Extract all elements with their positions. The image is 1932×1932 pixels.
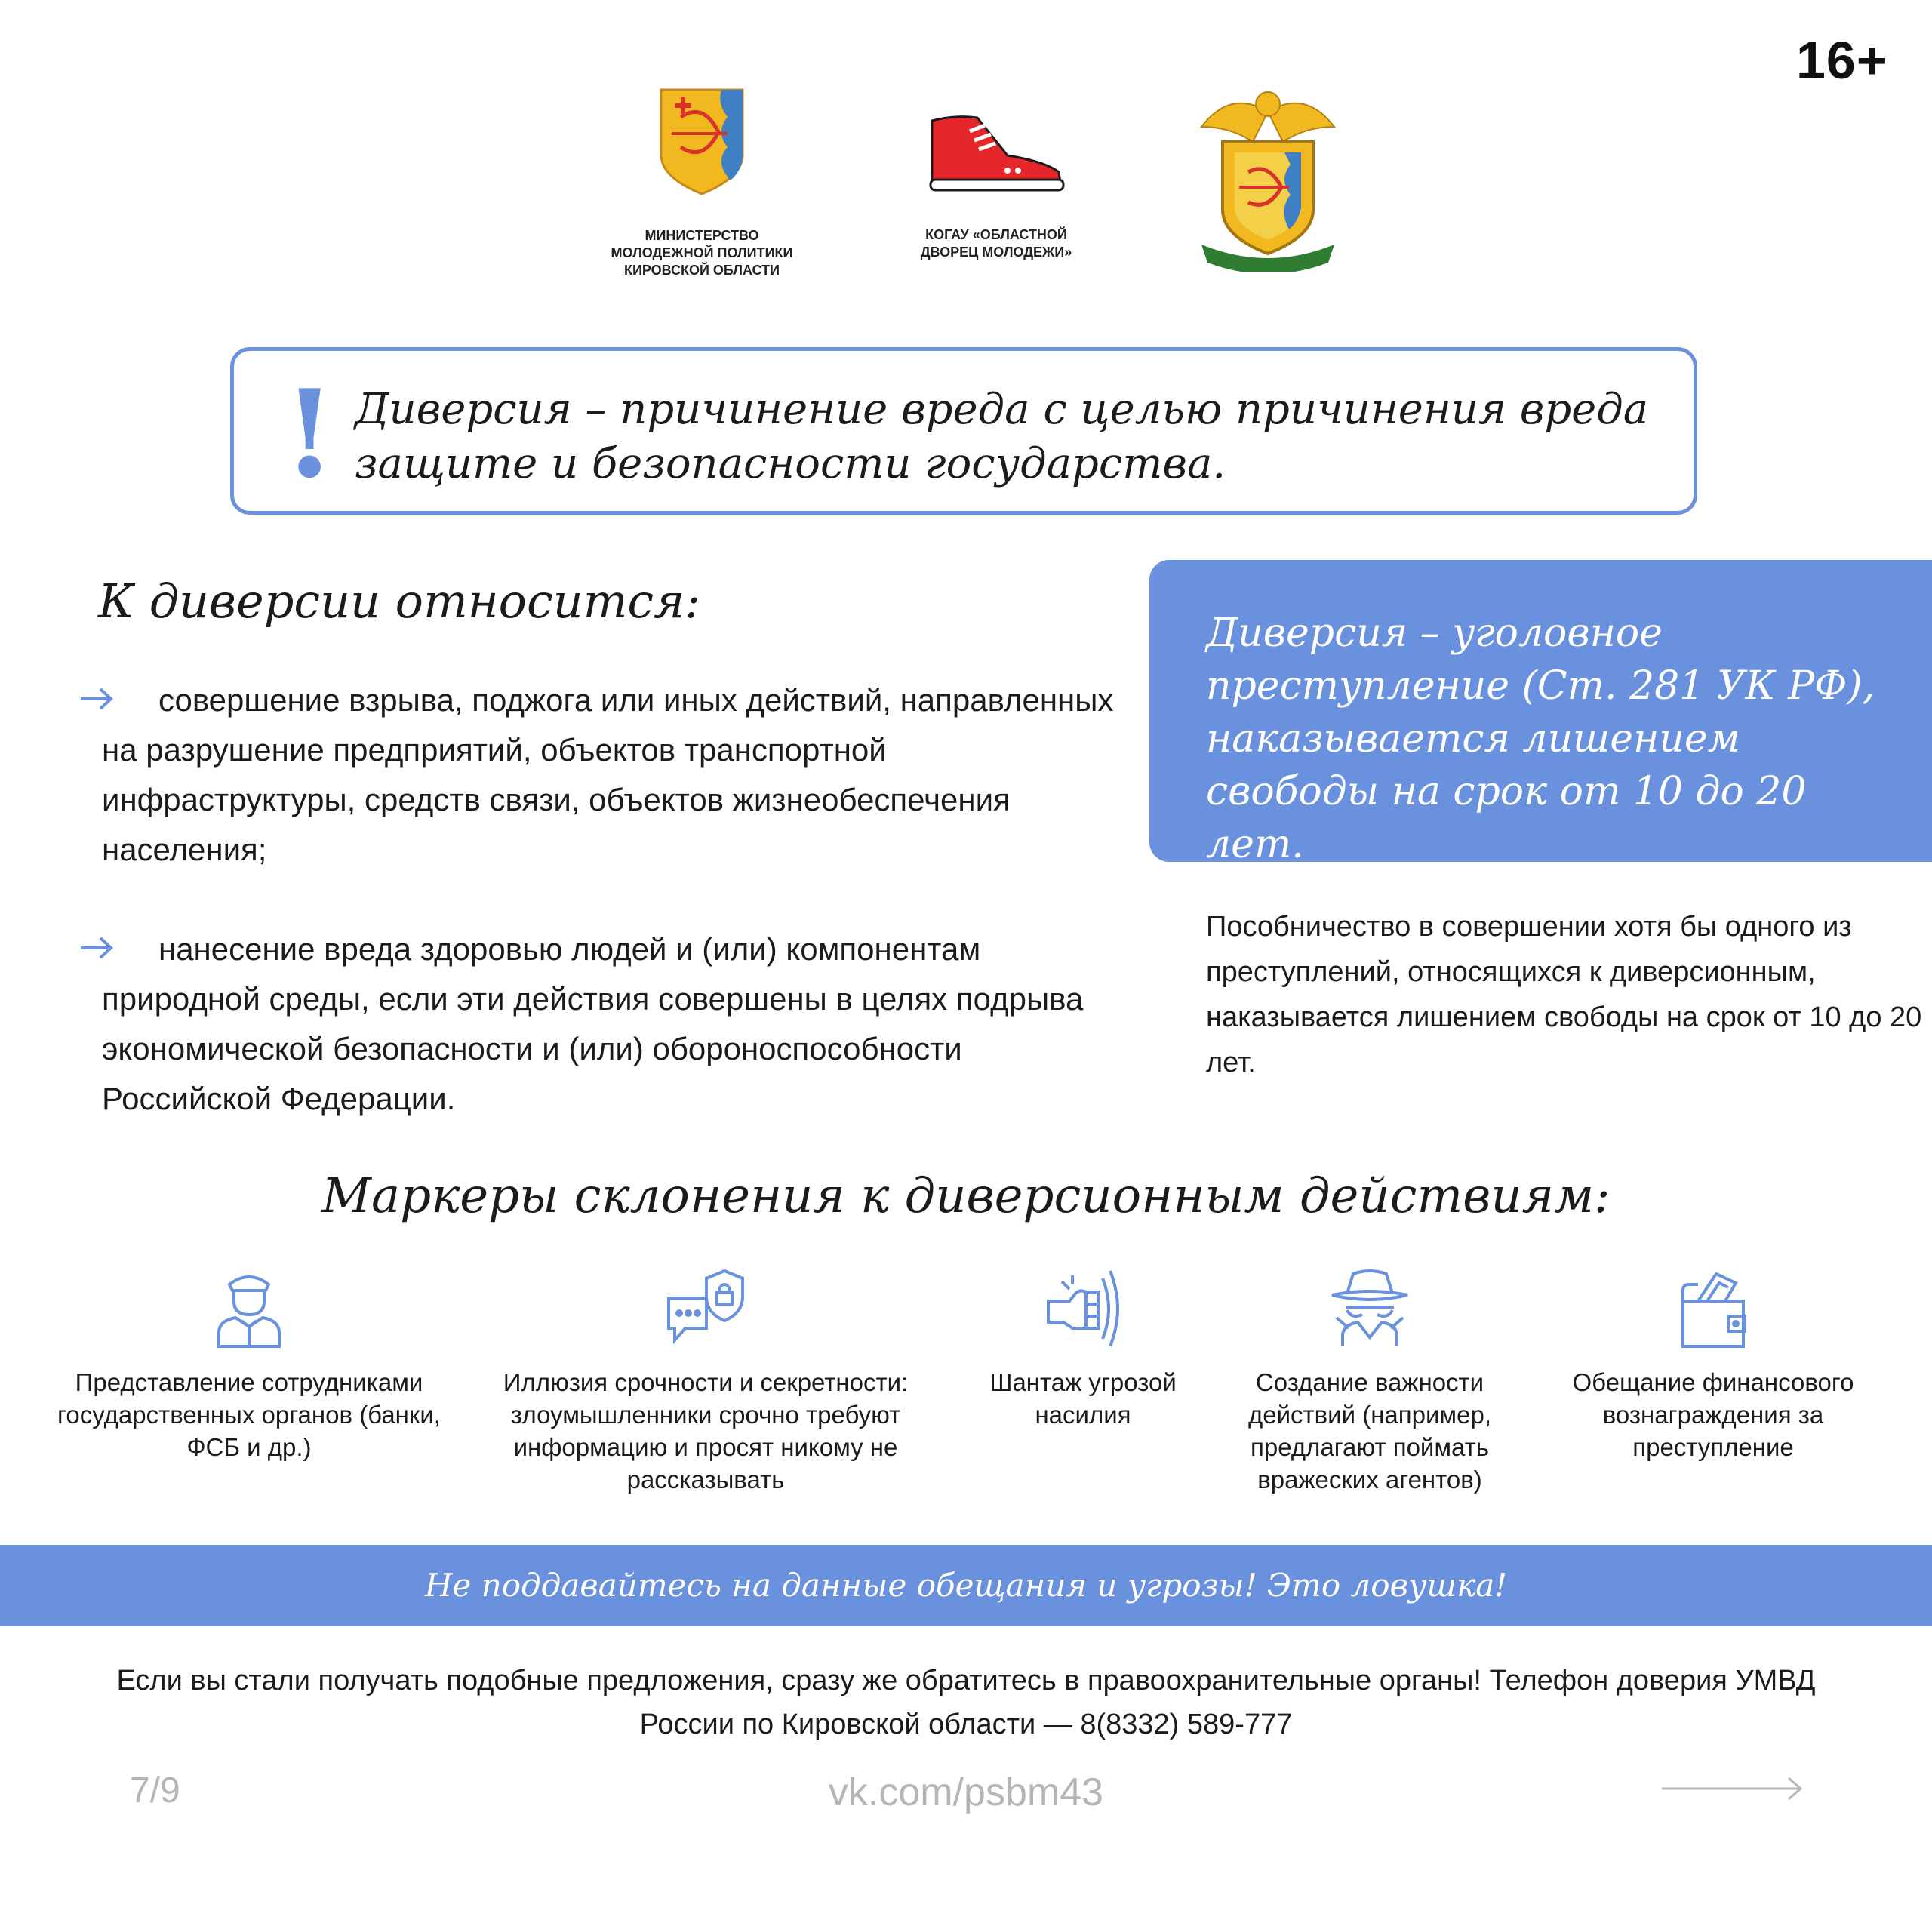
red-sneaker-icon [924,112,1068,195]
marker-blackmail [958,1268,1208,1431]
ministry-logo [596,87,808,279]
palace-caption-line-2: ДВОРЕЦ МОЛОДЕЖИ» [920,245,1072,260]
definition-text: Диверсия – причинение вреда с целью причинения вреда защите и безопасности государства. [355,385,1649,488]
penalty-box [1149,560,1932,867]
marker-label: Представление сотрудниками государственных органов (банки, ФСБ и др.) [57,1368,441,1461]
list-item [79,924,1121,1124]
spy-icon [1329,1268,1411,1349]
marker-importance [1223,1268,1517,1496]
list-item-text: совершение взрыва, поджога или иных действий, направленных на разрушение предприятий, объектов транспортной инфраструктуры, средств связи, объектов жизнеобеспечения населения; [102,682,1114,867]
marker-label: Шантаж угрозой насилия [989,1368,1177,1429]
contact-text: Если вы стали получать подобные предложения, сразу же обратитесь в правоохранительные органы! Телефон доверия УМВД России по Кировской области — 8(8332) 589-777 [116,1665,1816,1740]
definition-box [230,347,1697,515]
page-number: 7/9 [130,1770,180,1810]
list-item-text: нанесение вреда здоровью людей и (или) компонентам природной среды, если эти действия совершены в целях подрыва экономической безопасности и (или) обороноспособности Российской Федерации. [102,931,1084,1116]
marker-label: Обещание финансового вознаграждения за преступление [1572,1368,1854,1461]
youth-palace-logo [891,112,1102,261]
vk-link[interactable]: vk.com/psbm43 [828,1770,1104,1814]
warning-banner-text: Не поддавайтесь на данные обещания и угрозы! Это ловушка! [424,1567,1508,1604]
ministry-caption-line-2: МОЛОДЕЖНОЙ ПОЛИТИКИ [611,245,793,260]
age-rating: 16+ [1796,31,1888,90]
wallet-money-icon [1675,1268,1751,1349]
marker-label: Иллюзия срочности и секретности: злоумышленники срочно требуют информацию и просят никому не рассказывать [503,1368,909,1494]
police-emblem-icon [1200,82,1336,272]
palace-caption-line-1: КОГАУ «ОБЛАСТНОЙ [925,227,1067,242]
next-arrow-icon[interactable] [1660,1775,1805,1802]
police-emblem [1200,82,1336,275]
marker-officials [45,1268,453,1463]
list-item [79,675,1121,875]
kirov-coat-of-arms-icon [658,87,746,197]
fist-icon [1042,1268,1124,1349]
includes-title: К диверсии относится: [98,574,701,629]
penalty-text: Диверсия – уголовное преступление (Ст. 281 УК РФ), наказывается лишением свободы на срок от 10 до 20 лет. [1206,611,1875,867]
complicity-text: Пособничество в совершении хотя бы одного из преступлений, относящихся к диверсионным, наказывается лишением свободы на срок от 10 до 20 лет. [1206,911,1922,1078]
warning-banner [0,1545,1932,1626]
marker-reward [1540,1268,1887,1463]
ministry-caption-line-3: КИРОВСКОЙ ОБЛАСТИ [623,263,780,278]
markers-title: Маркеры склонения к диверсионным действиям: [321,1168,1611,1224]
arrow-right-icon [79,935,114,961]
marker-label: Создание важности действий (например, предлагают поймать вражеских агентов) [1247,1368,1491,1494]
secret-chat-icon [664,1268,747,1349]
arrow-right-icon [79,686,114,712]
ministry-caption-line-1: МИНИСТЕРСТВО [645,228,759,243]
marker-urgency [483,1268,928,1496]
exclamation-icon: ! [283,363,337,505]
officer-icon [213,1268,285,1349]
includes-list [79,675,1121,1174]
